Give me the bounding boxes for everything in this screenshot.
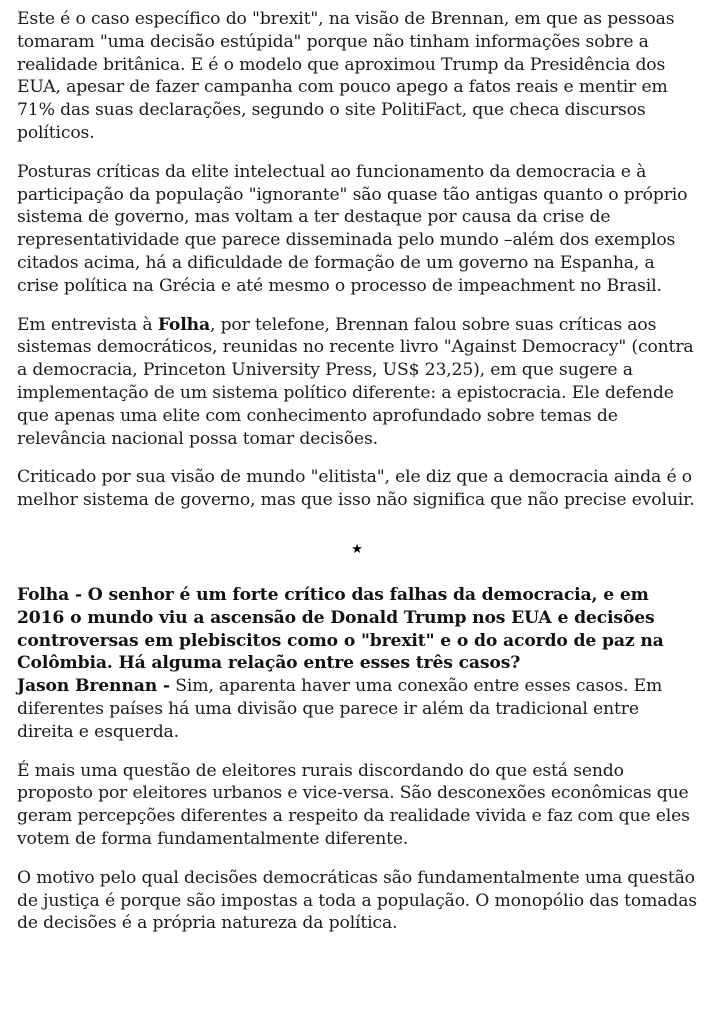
interview-question: Folha - O senhor é um forte crítico das falhas da democracia, e em 2016 o mundo viu a ascensão de Donald Trump nos EUA e decisões controversas em plebiscitos como o "brexit" e o do acordo de paz na Colômbia. Há alguma relação entre esses três casos? xyxy=(17,584,664,674)
paragraph-justice: O motivo pelo qual decisões democráticas são fundamentalmente uma questão de justiça é porque são impostas a toda a população. O monopólio das tomadas de decisões é a própria natureza da política. xyxy=(17,867,697,934)
paragraph-brexit: Este é o caso específico do "brexit", na visão de Brennan, em que as pessoas tomaram "uma decisão estúpida" porque não tinham informações sobre a realidade britânica. E é o modelo que aproximou Trump da Presidência dos EUA, apesar de fazer campanha com pouco apego a fatos reais e mentir em 71% das suas declarações, segundo o site PolitiFact, que checa discursos políticos. xyxy=(17,9,675,143)
interview-intro-rest: , por telefone, Brennan falou sobre suas críticas aos sistemas democráticos, reunidas no recente livro "Against Democracy" (contra a democracia, Princeton University Press, US$ 23,25), em que sugere a implementação de um sistema político diferente: a epistocracia. Ele defende que apenas uma elite com conhecimento aprofundado sobre temas de relevância nacional possa tomar decisões. xyxy=(17,314,694,449)
article-body xyxy=(17,8,697,951)
folha-name: Folha xyxy=(157,314,210,335)
interview-intro-lead: Em entrevista à xyxy=(17,314,158,335)
qa-block xyxy=(17,584,697,744)
paragraph-elite-critique: Posturas críticas da elite intelectual ao funcionamento da democracia e à participação da população "ignorante" são quase tão antigas quanto o próprio sistema de governo, mas voltam a ter destaque por causa da crise de representatividade que parece disseminada pelo mundo –além dos exemplos citados acima, há a dificuldade de formação de um governo na Espanha, a crise política na Grécia e até mesmo o processo de impeachment no Brasil. xyxy=(17,161,688,296)
paragraph-interview-intro xyxy=(17,314,697,451)
paragraph-rural-urban: É mais uma questão de eleitores rurais discordando do que está sendo proposto por eleitores urbanos e vice-versa. São desconexões econômicas que geram percepções diferentes a respeito da realidade vivida e faz com que eles votem de forma fundamentalmente diferente. xyxy=(17,760,690,849)
answer-text: Sim, aparenta haver uma conexão entre esses casos. Em diferentes países há uma divisão que parece ir além da tradicional entre direita e esquerda. xyxy=(17,676,663,742)
answer xyxy=(17,676,662,742)
paragraph-elitist-view: Criticado por sua visão de mundo "elitista", ele diz que a democracia ainda é o melhor sistema de governo, mas que isso não significa que não precise evoluir. xyxy=(17,467,695,511)
section-separator: ★ xyxy=(351,541,363,557)
answer-speaker: Jason Brennan - xyxy=(17,676,170,697)
